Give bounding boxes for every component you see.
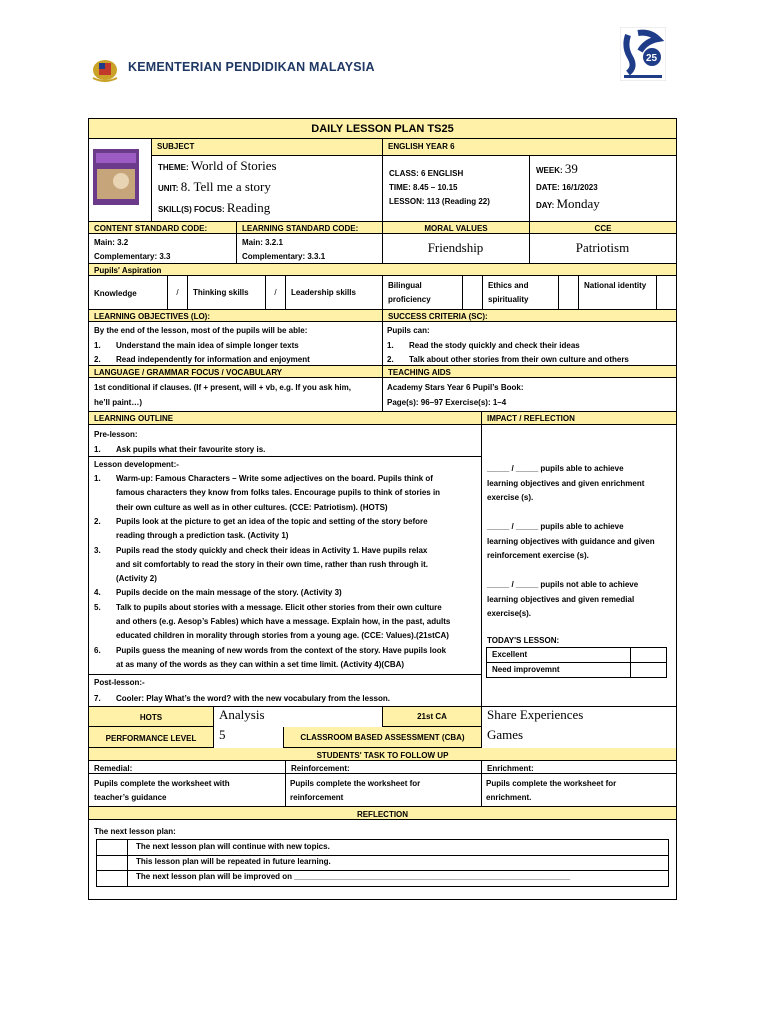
task-body [89,774,676,807]
lo-intro: By the end of the lesson, most of the pupils will be able: [94,326,308,335]
impact-1-line-2: learning objectives and given enrichment [487,478,645,488]
learning-std-label: LEARNING STANDARD CODE: [236,222,382,234]
remedial-label: Remedial: [94,764,133,773]
ministry-title: KEMENTERIAN PENDIDIKAN MALAYSIA [128,60,375,74]
task-subheader [89,761,676,774]
next-lesson-label: The next lesson plan: [94,827,176,836]
today-table [486,647,667,678]
dev-item-2-line-1: 2. Pupils look at the picture to get an idea of the topic and setting of the story before [94,516,428,526]
lang-line-1: 1st conditional if clauses. (If + present, will + vb, e.g. If you ask him, [94,383,351,392]
impact-3-line-1: _____ / _____ pupils not able to achieve [487,580,639,589]
aids-line-1: Academy Stars Year 6 Pupil’s Book: [387,383,524,392]
unit-label: UNIT: [158,184,179,193]
post-lesson-item: 7. Cooler: Play What’s the word? with the new vocabulary from the lesson. [94,694,390,703]
day-line [531,196,671,213]
impact-1-line-3: exercise (s). [487,493,534,502]
asp-leadership: Leadership skills [285,276,382,310]
lo-label: LEARNING OBJECTIVES (LO): [94,312,211,321]
moral-value: Friendship [427,240,484,255]
asp-mark-2: / [265,276,285,310]
hots-label: HOTS [139,713,163,722]
dev-item-5-line-3: educated children in morality through stories from a young age. (CCE: Values).(21stCA) [116,631,449,641]
week-label: WEEK: [536,166,563,175]
next-lesson-table [96,839,669,887]
dev-item-1-line-2: famous characters they know from folks tales. Encourage pupils to think of stories in [116,488,441,498]
lo-item-2: 2. Read independently for information and enjoyment [94,355,310,364]
svg-text:25: 25 [646,53,658,64]
dev-item-3-line-3: (Activity 2) [116,574,157,584]
aspiration-header [89,264,676,276]
remedial-2: teacher’s guidance [94,793,167,802]
outline-body [89,425,676,706]
dev-item-5-line-2: and others (e.g. Aesop’s Fables) which have a message. Explain how, in the past, adults [116,617,451,626]
sc-item-1: 1. Read the stody quickly and check their ideas [387,341,580,350]
date-text: DATE: 16/1/2023 [536,183,598,192]
malaysia-crest-icon [90,56,120,82]
aids-line-2: Page(s): 96–97 Exercise(s): 1–4 [387,398,507,407]
today-label: TODAY'S LESSON: [487,636,560,645]
enrich-1: Pupils complete the worksheet for [486,779,617,788]
sc-intro: Pupils can: [387,326,430,335]
dev-item-1-line-3: their own culture as well as in other cultures. (CCE: Patriotism). (HOTS) [116,502,388,512]
asp-bilingual: Bilingual proficiency [382,276,462,310]
cba-label: CLASSROOM BASED ASSESSMENT (CBA) [283,727,481,748]
dev-item-6-line-1: 6. Pupils guess the meaning of new words from the context of the story. Have pupils look [94,645,447,655]
impact-3-line-2: learning objectives and given remedial [487,594,635,604]
unit-value: 8. Tell me a story [180,179,271,194]
skill-value: Reading [226,200,271,215]
lo-item-1: 1. Understand the main idea of simple longer texts [94,341,299,350]
moral-label: MORAL VALUES [382,222,529,234]
lang-label: LANGUAGE / GRAMMAR FOCUS / VOCABULARY [94,368,283,377]
next-option-3: The next lesson plan will be improved on ______________________________________________________________ [136,872,571,881]
dev-item-5-line-1: 5. Talk to pupils about stories with a message. Elicit other stories from their own culture [94,602,442,612]
book-cover [89,139,151,222]
cce-label: CCE [529,222,676,234]
enrich-label: Enrichment: [481,761,676,774]
asp-knowledge: Knowledge [94,289,137,298]
book-cover-icon [93,149,139,205]
pre-lesson-label: Pre-lesson: [94,430,138,439]
outline-header [89,412,676,425]
lesson-plan-sheet [88,118,677,900]
impact-2-line-3: reinforcement exercise (s). [487,551,589,560]
lo-sc-body [89,322,676,366]
reflection-label: REFLECTION [356,810,409,819]
dev-item-1-line-1: 1. Warm-up: Famous Characters – Write some adjectives on the board. Pupils think of [94,474,433,483]
enrich-2: enrichment. [486,793,532,802]
lang-aids-body [89,378,676,412]
day-value: Monday [556,196,600,211]
dev-label: Lesson development:- [94,460,179,469]
unit-line [153,179,381,196]
reflection-header [89,807,676,820]
title-row [89,119,676,139]
reinforce-2: reinforcement [290,793,344,802]
content-comp: Complementary: 3.3 [94,252,171,261]
asp-ethics: Ethics and spirituality [482,276,558,310]
theme-line [153,158,381,175]
dev-item-4-line-1: 4. Pupils decide on the main message of the story. (Activity 3) [94,588,342,598]
lang-aids-header [89,366,676,378]
task-label: STUDENTS' TASK TO FOLLOW UP [316,751,449,760]
impact-2-line-2: learning objectives with guidance and given [487,536,655,546]
standards-header [89,222,676,234]
task-header [89,748,676,761]
impact-label: IMPACT / REFLECTION [481,412,676,425]
standards-values [89,234,676,264]
impact-2-line-1: _____ / _____ pupils able to achieve [487,522,624,531]
asp-mark-1: / [167,276,187,310]
content-std-label: CONTENT STANDARD CODE: [94,224,208,233]
ts25-logo-icon [620,27,666,81]
subject-block [89,139,676,222]
reinforce-label: Reinforcement: [285,761,481,774]
content-main: Main: 3.2 [94,238,129,247]
remedial-1: Pupils complete the worksheet with [94,779,230,788]
asp-national: National identity [578,276,656,310]
cba-value: Games [481,727,676,748]
impact-3-line-3: exercise(s). [487,609,532,618]
aspiration-row [89,276,676,310]
reinforce-1: Pupils complete the worksheet for [290,779,421,788]
skill-label: SKILL(S) FOCUS: [158,205,225,214]
post-lesson-label: Post-lesson:- [94,678,145,687]
dev-item-3-line-1: 3. Pupils read the stody quickly and check their ideas in Activity 1. Have pupils relax [94,545,428,555]
dev-item-3-line-2: and sit comfortably to read the story in their own time, rather than rush through it. [116,559,429,569]
week-line [531,161,671,178]
learning-comp: Complementary: 3.3.1 [242,252,326,261]
theme-label: THEME: [158,163,189,172]
impact-1-line-1: _____ / _____ pupils able to achieve [487,464,624,473]
dev-item-6-line-2: at as many of the words as they can within a set time limit. (Activity 4)(CBA) [116,659,405,669]
hots-value: Analysis [213,707,382,728]
ca-value: Share Experiences [481,707,676,728]
sc-item-2: 2. Talk about other stories from their own culture and others [387,355,629,364]
perf-value: 5 [213,727,283,748]
need-improve-label: Need improvemnt [492,665,560,674]
sc-label: SUCCESS CRITERIA (SC): [382,310,676,322]
hots-row [89,706,676,727]
lo-sc-header [89,310,676,322]
cce-value: Patriotism [575,240,630,255]
time-text: TIME: 8.45 – 10.15 [389,183,458,192]
asp-thinking: Thinking skills [187,276,265,310]
plan-title: DAILY LESSON PLAN TS25 [311,123,454,135]
subject-value: ENGLISH YEAR 6 [382,139,676,155]
next-option-1: The next lesson plan will continue with new topics. [136,842,330,851]
perf-row [89,727,676,748]
lesson-text: LESSON: 113 (Reading 22) [389,197,490,206]
subject-label: SUBJECT [151,139,382,155]
dev-item-2-line-2: reading through a prediction task. (Activity 1) [116,531,289,541]
next-option-2: This lesson plan will be repeated in future learning. [136,857,331,866]
class-text: CLASS: 6 ENGLISH [389,169,464,178]
week-value: 39 [564,161,578,176]
learning-main: Main: 3.2.1 [242,238,283,247]
ca-label: 21st CA [382,707,481,728]
lang-line-2: he’ll paint…) [94,398,142,407]
day-label: DAY: [536,201,555,210]
excellent-label: Excellent [492,650,528,659]
theme-value: World of Stories [190,158,277,173]
perf-label: PERFORMANCE LEVEL [105,734,197,743]
pre-lesson-item: 1. Ask pupils what their favourite story is. [94,445,266,454]
outline-label: LEARNING OUTLINE [94,414,174,423]
skill-line [153,200,381,217]
aspiration-label: Pupils' Aspiration [94,266,162,275]
aids-label: TEACHING AIDS [382,366,676,378]
